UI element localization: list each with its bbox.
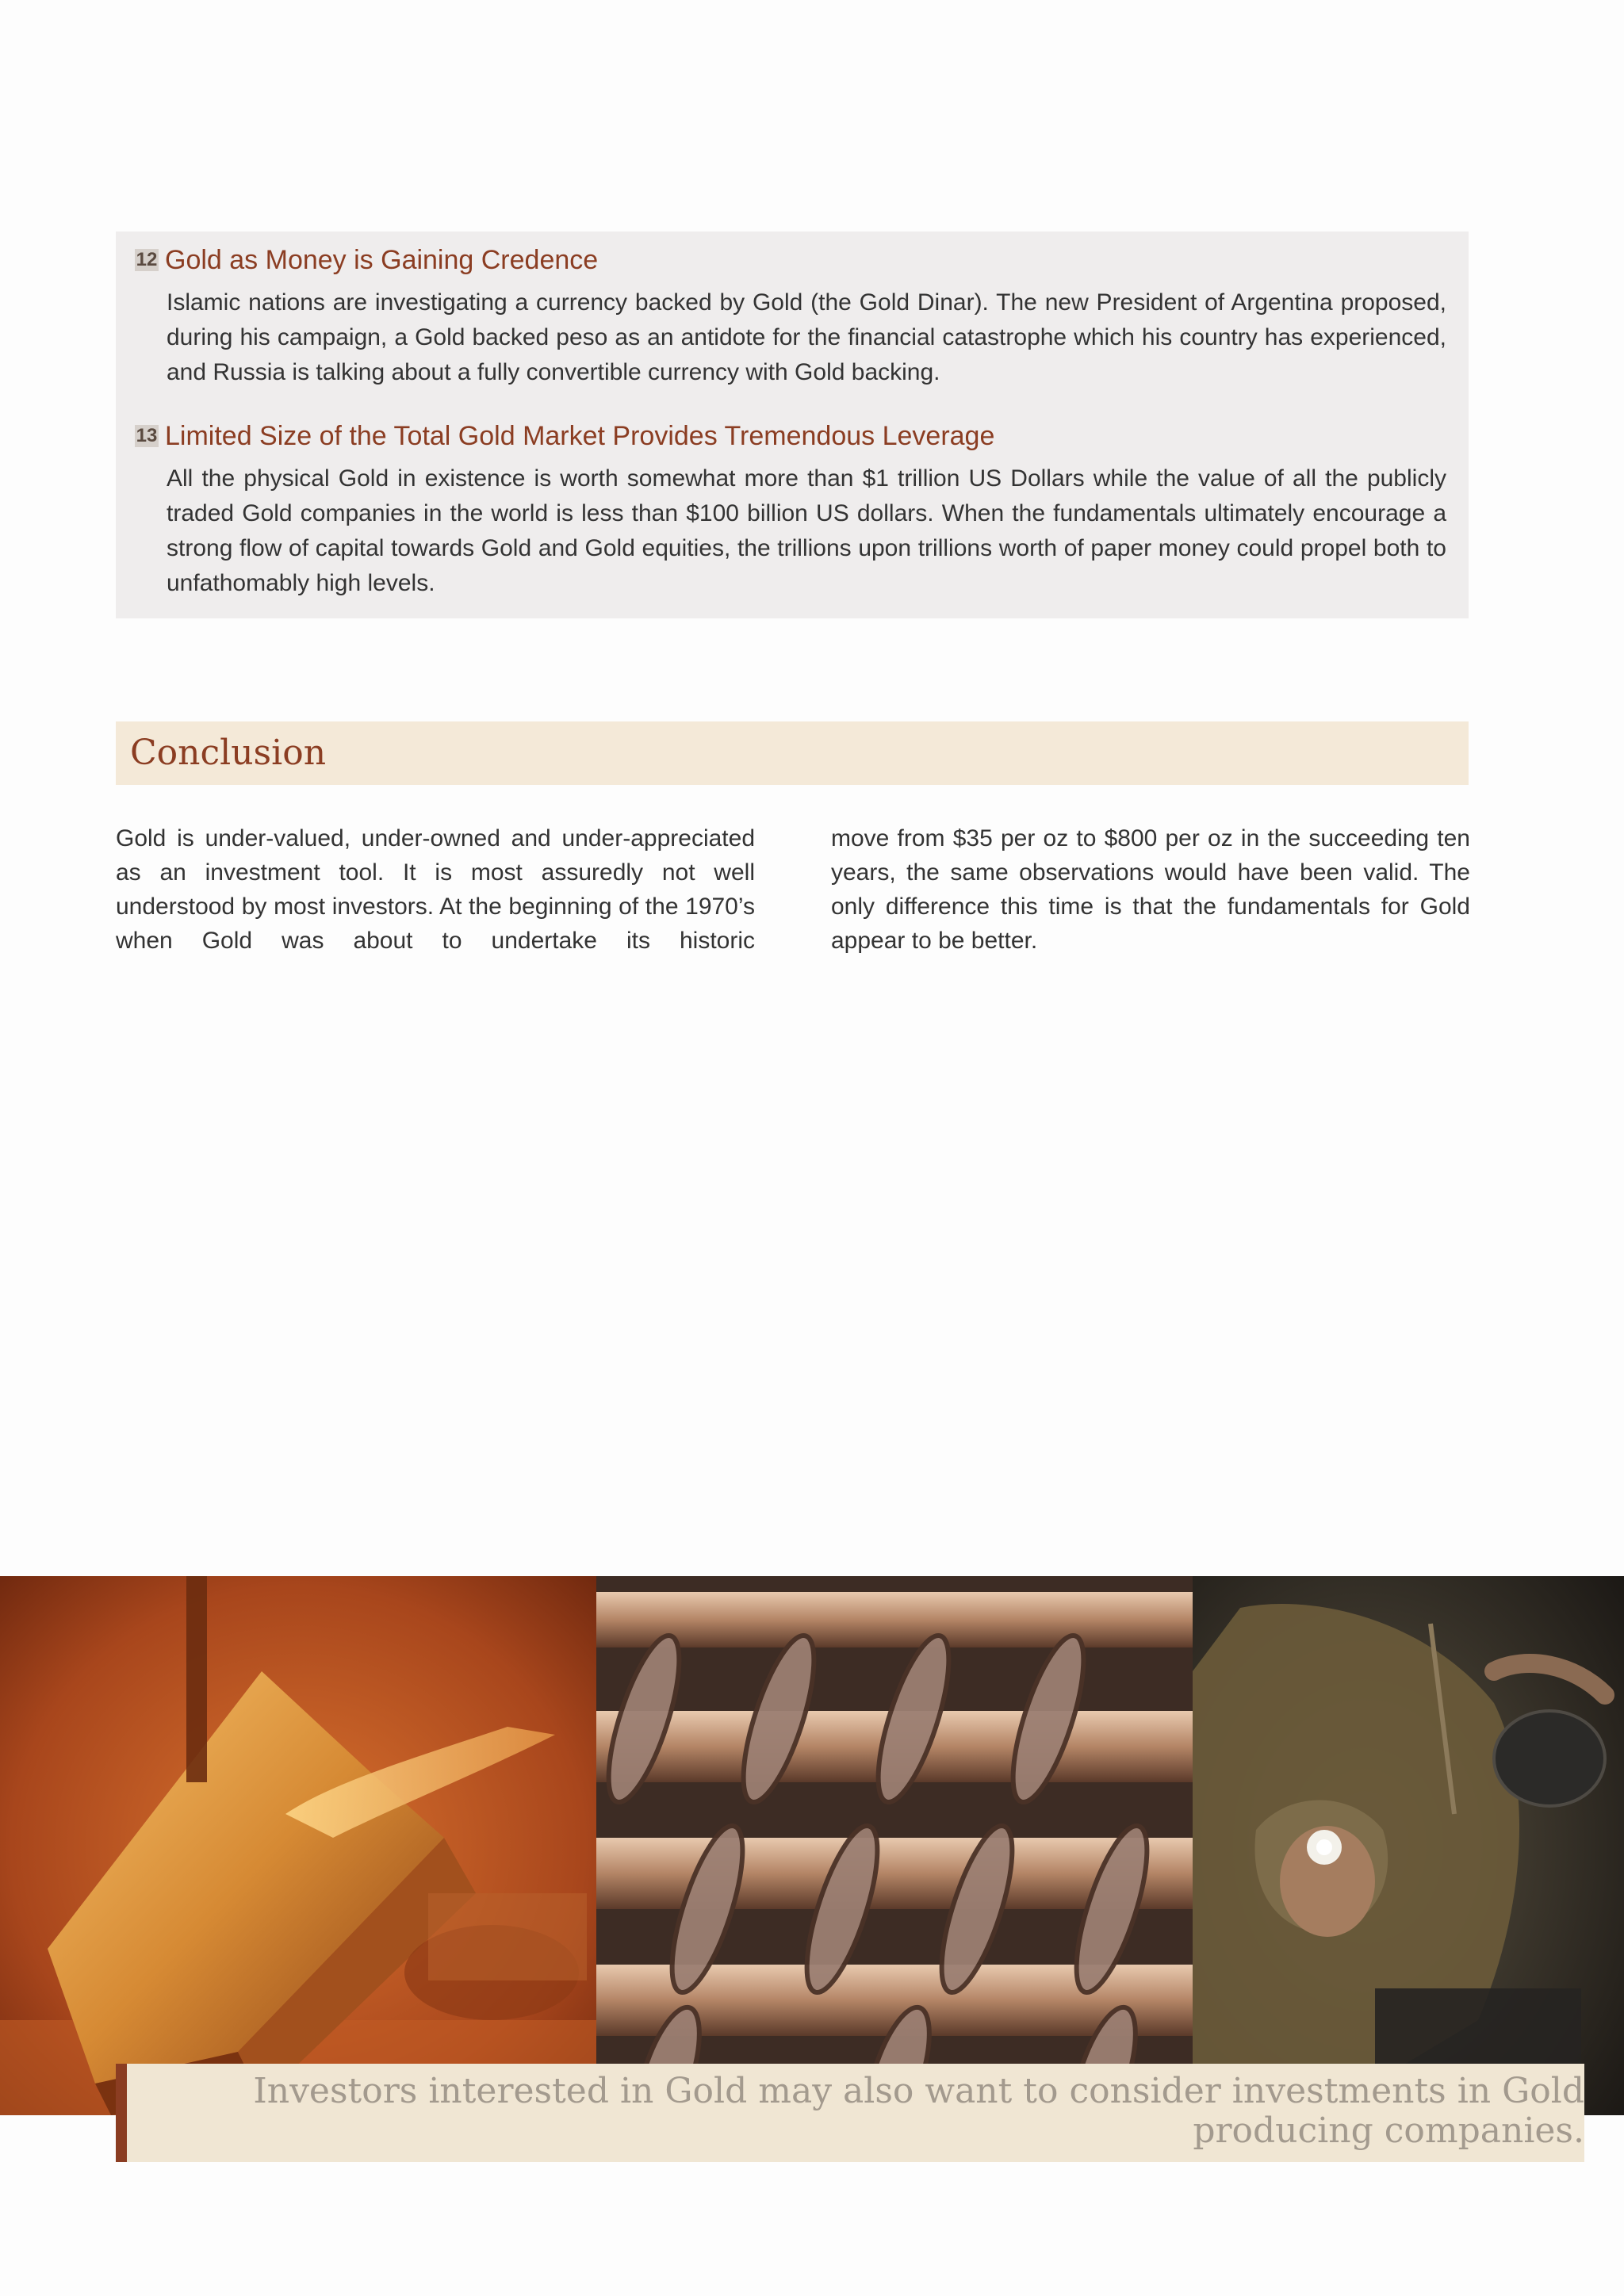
point-title: Gold as Money is Gaining Credence [165, 245, 599, 275]
conclusion-column-left: Gold is under-valued, under-owned and under-appreciated as an investment tool. It is most assuredly not well understood by most investors. At the beginning of the 1970’s when Gold was about to undertake its historic [116, 825, 755, 954]
screw-conveyor-photo [596, 1576, 1193, 2115]
point-title: Limited Size of the Total Gold Market Provides Tremendous Leverage [165, 421, 995, 451]
photo-strip [0, 1576, 1624, 2115]
point-number-badge: 13 [136, 425, 158, 446]
key-points-box [116, 232, 1469, 618]
point-body: Islamic nations are investigating a currency backed by Gold (the Gold Dinar). The new President of Argentina proposed, during his campaign, a Gold backed peso as an antidote for the financial catastrophe which his country has experienced, and Russia is talking about a fully convertible currency with Gold backing. [167, 289, 1446, 385]
conclusion-column-right: move from $35 per oz to $800 per oz in the succeeding ten years, the same observations would have been valid. The only difference this time is that the fundamentals for Gold appear to be better. [831, 825, 1470, 954]
callout-text: Investors interested in Gold may also want to consider investments in Gold producing companies. [253, 2071, 1584, 2151]
miner-photo [1193, 1576, 1624, 2115]
point-13 [135, 419, 1446, 601]
conclusion-header [116, 721, 1469, 785]
point-12 [135, 243, 1446, 390]
point-body: All the physical Gold in existence is worth somewhat more than $1 trillion US Dollars while the value of all the publicly traded Gold companies in the world is less than $100 billion US dollars. When the fundamentals ultimately encourage a strong flow of capital towards Gold and Gold equities, the trillions upon trillions worth of paper money could propel both to unfathomably high levels. [167, 465, 1446, 596]
point-number-badge: 12 [136, 249, 158, 270]
callout-box [116, 2064, 1584, 2162]
molten-gold-bar-photo [0, 1576, 596, 2115]
conclusion-heading: Conclusion [130, 733, 327, 773]
